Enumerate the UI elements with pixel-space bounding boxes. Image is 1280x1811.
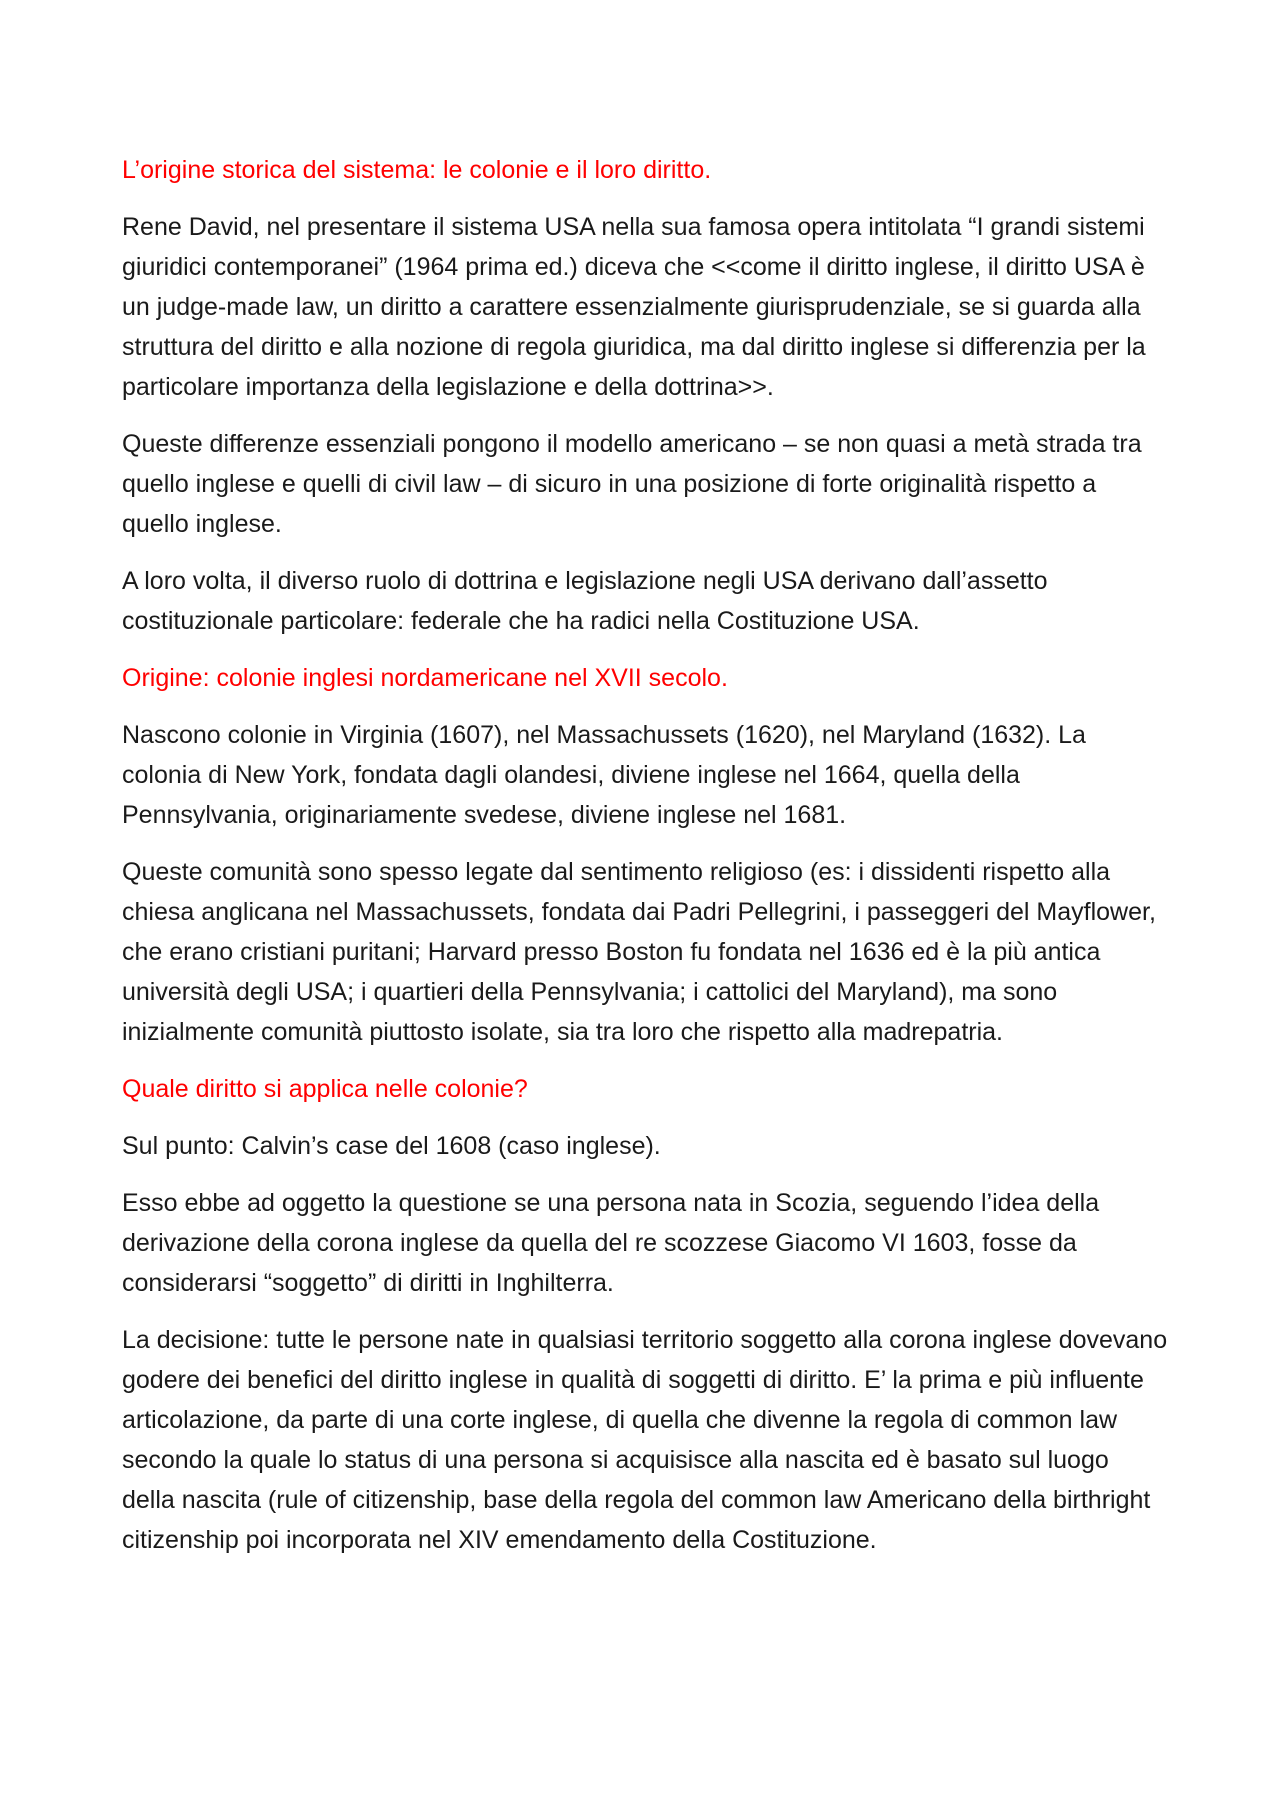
paragraph: Nascono colonie in Virginia (1607), nel Massachussets (1620), nel Maryland (1632). La colonia di New York, fondata dagli olandesi, diviene inglese nel 1664, quella della Pennsylvania, originariamente svedese, diviene inglese nel 1681.	[122, 721, 1086, 829]
paragraph: Rene David, nel presentare il sistema USA nella sua famosa opera intitolata “I grandi sistemi giuridici contemporanei” (1964 prima ed.) diceva che <<come il diritto inglese, il diritto USA è un judge-made law, un diritto a carattere essenzialmente giurisprudenziale, se si guarda alla struttura del diritto e alla nozione di regola giuridica, ma dal diritto inglese si differenzia per la particolare importanza della legislazione e della dottrina>>.	[122, 213, 1146, 401]
paragraph: Queste differenze essenziali pongono il modello americano – se non quasi a metà strada tra quello inglese e quelli di civil law – di sicuro in una posizione di forte originalità rispetto a quello inglese.	[122, 430, 1142, 538]
section-heading: L’origine storica del sistema: le colonie e il loro diritto.	[122, 156, 712, 184]
paragraph: Queste comunità sono spesso legate dal sentimento religioso (es: i dissidenti rispetto alla chiesa anglicana nel Massachussets, fondata dai Padri Pellegrini, i passeggeri del Mayflower, che erano cristiani puritani; Harvard presso Boston fu fondata nel 1636 ed è la più antica università degli USA; i quartieri della Pennsylvania; i cattolici del Maryland), ma sono inizialmente comunità piuttosto isolate, sia tra loro che rispetto alla madrepatria.	[122, 858, 1156, 1046]
paragraph: La decisione: tutte le persone nate in qualsiasi territorio soggetto alla corona inglese dovevano godere dei benefici del diritto inglese in qualità di soggetti di diritto. E’ la prima e più influente articolazione, da parte di una corte inglese, di quella che divenne la regola di common law secondo la quale lo status di una persona si acquisisce alla nascita ed è basato sul luogo della nascita (rule of citizenship, base della regola del common law Americano della birthright citizenship poi incorporata nel XIV emendamento della Costituzione.	[122, 1326, 1168, 1554]
paragraph: Esso ebbe ad oggetto la questione se una persona nata in Scozia, seguendo l’idea della derivazione della corona inglese da quella del re scozzese Giacomo VI 1603, fosse da considerarsi “soggetto” di diritti in Inghilterra.	[122, 1189, 1100, 1297]
paragraph: A loro volta, il diverso ruolo di dottrina e legislazione negli USA derivano dall’assetto costituzionale particolare: federale che ha radici nella Costituzione USA.	[122, 567, 1048, 635]
paragraph: Sul punto: Calvin’s case del 1608 (caso inglese).	[122, 1132, 661, 1160]
document-body	[122, 150, 1168, 1577]
section-heading: Quale diritto si applica nelle colonie?	[122, 1075, 528, 1103]
section-heading: Origine: colonie inglesi nordamericane nel XVII secolo.	[122, 664, 728, 692]
